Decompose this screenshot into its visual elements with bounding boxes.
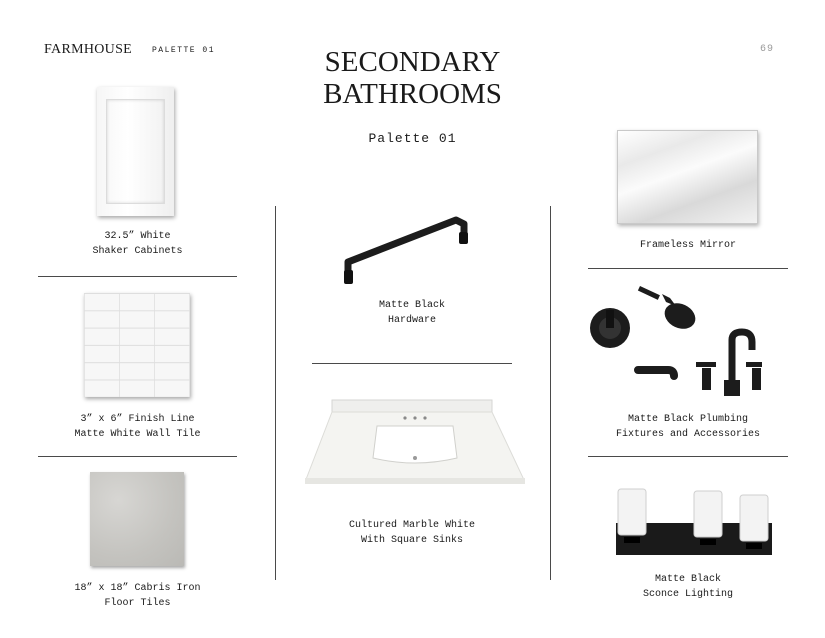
cabinets-caption: 32.5” White Shaker Cabinets [92, 231, 183, 257]
divider-vertical-right [550, 206, 551, 580]
page-title [300, 46, 525, 110]
sink-caption: Cultured Marble White With Square Sinks [348, 520, 476, 546]
subway-tile-image [84, 293, 190, 397]
page-title-line-1: SECONDARY [324, 46, 501, 78]
divider-left-1 [38, 276, 237, 277]
lighting-caption: Matte Black Sconce Lighting [642, 574, 733, 600]
palette-tag: PALETTE 01 [152, 46, 216, 55]
plumbing-caption: Matte Black Plumbing Fixtures and Accessories [615, 414, 761, 440]
shaker-cabinet-image [97, 87, 174, 216]
mirror-caption: Frameless Mirror [639, 240, 736, 251]
page-subtitle: Palette 01 [368, 131, 457, 146]
stone-tile-image [90, 472, 184, 566]
divider-right-2 [588, 456, 788, 457]
sconce-light-image [612, 485, 772, 560]
floor-tile-caption: 18” x 18” Cabris Iron Floor Tiles [74, 583, 201, 609]
cabinet-pull-image [338, 208, 470, 286]
divider-vertical-left [275, 206, 276, 580]
mirror-image [617, 130, 758, 224]
page-title-line-2: BATHROOMS [323, 78, 502, 110]
page-number: 69 [760, 44, 775, 55]
hardware-caption: Matte Black Hardware [378, 300, 445, 326]
divider-right-1 [588, 268, 788, 269]
wall-tile-caption: 3” x 6” Finish Line Matte White Wall Tile [74, 414, 201, 440]
vanity-top-image [305, 398, 525, 484]
brand-name: FARMHOUSE [44, 42, 133, 57]
shower-faucet-image [584, 280, 764, 400]
divider-left-2 [38, 456, 237, 457]
divider-center [312, 363, 512, 364]
